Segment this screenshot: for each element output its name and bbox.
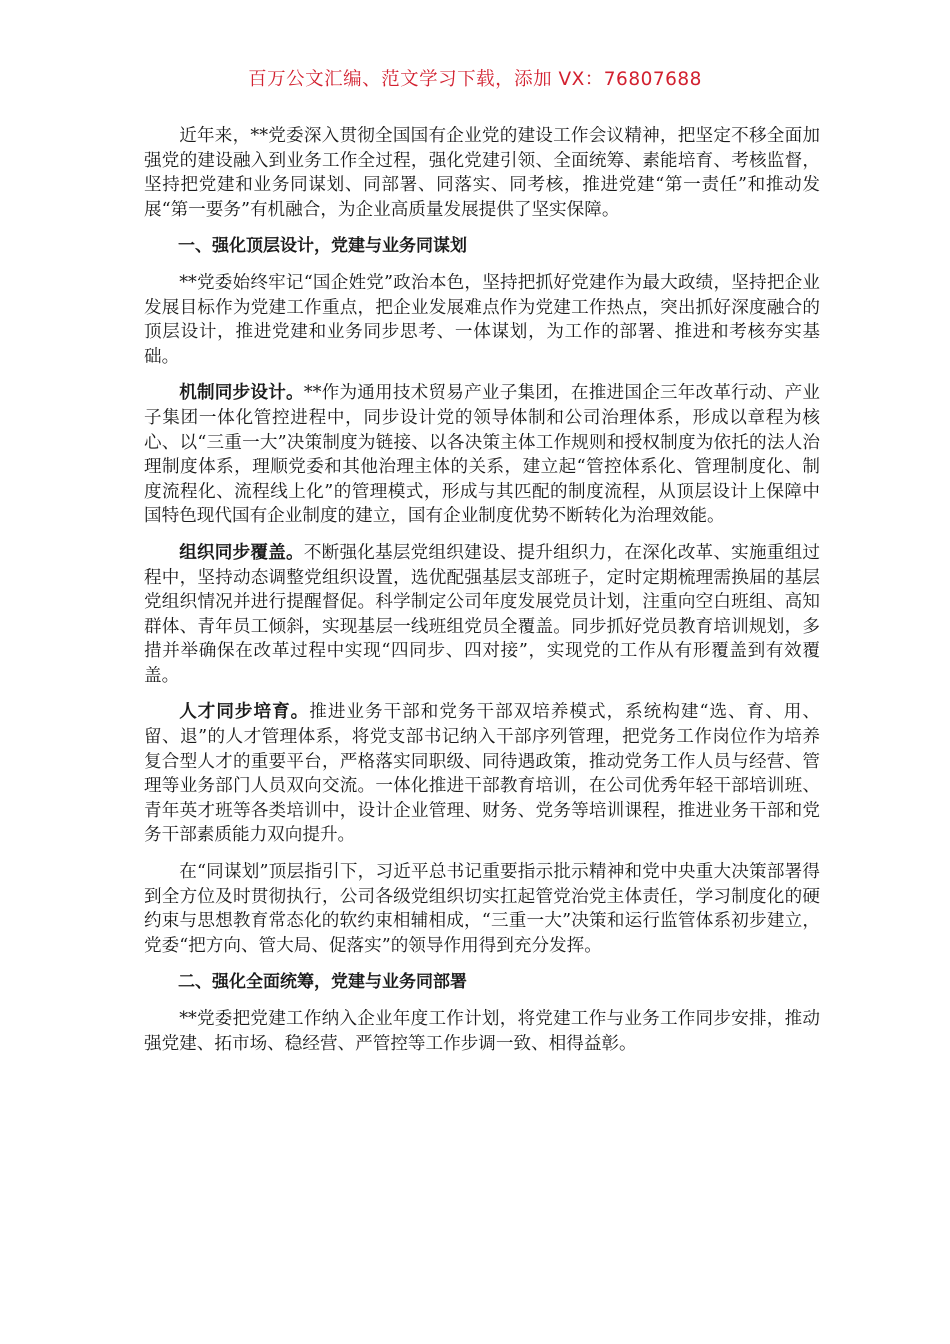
section-2-heading: 二、强化全面统筹，党建与业务同部署 bbox=[178, 972, 467, 993]
organization-lead: 组织同步覆盖。 bbox=[179, 542, 304, 563]
intro-paragraph: 近年来，**党委深入贯彻全国国有企业党的建设工作会议精神，把坚定不移全面加强党的建设融入到业务工作全过程，强化党建引领、全面统筹、素能培育、考核监督，坚持把党建和业务同谋划、同部署、同落实、同考核，推进党建“第一责任”和推动发展“第一要务”有机融合，为企业高质量发展提供了坚实保障。 bbox=[144, 126, 820, 220]
mechanism-paragraph bbox=[144, 381, 820, 529]
talent-body: 推进业务干部和党务干部双培养模式，系统构建“选、育、用、留、退”的人才管理体系，将党支部书记纳入干部序列管理，把党务工作岗位作为培养复合型人才的重要平台，严格落实同职级、同待遇政策，推动党务工作人员与经营、管理等业务部门人员双向交流。一体化推进干部教育培训，在公司优秀年轻干部培训班、青年英才班等各类培训中，设计企业管理、财务、党务等培训课程，推进业务干部和党务干部素质能力双向提升。 bbox=[144, 702, 820, 846]
mechanism-lead: 机制同步设计。 bbox=[179, 383, 304, 404]
talent-lead: 人才同步培育。 bbox=[179, 702, 310, 723]
document-body bbox=[144, 124, 820, 1056]
section-1-summary-paragraph: 在“同谋划”顶层指引下，习近平总书记重要指示批示精神和党中央重大决策部署得到全方位及时贯彻执行，公司各级党组织切实扛起管党治党主体责任，学习制度化的硬约束与思想教育常态化的软约束相辅相成，“三重一大”决策和运行监管体系初步建立，党委“把方向、管大局、促落实”的领导作用得到充分发挥。 bbox=[144, 862, 820, 956]
talent-paragraph bbox=[144, 700, 820, 848]
section-2-intro-paragraph: **党委把党建工作纳入企业年度工作计划，将党建工作与业务工作同步安排，推动强党建、拓市场、稳经营、严管控等工作步调一致、相得益彰。 bbox=[144, 1009, 820, 1054]
mechanism-body: **作为通用技术贸易产业子集团，在推进国企三年改革行动、产业子集团一体化管控进程中，同步设计党的领导体制和公司治理体系，形成以章程为核心、以“三重一大”决策制度为链接、以各决策主体工作规则和授权制度为依托的法人治理制度体系，理顺党委和其他治理主体的关系，建立起“管控体系化、管理制度化、制度流程化、流程线上化”的管理模式，形成与其匹配的制度流程，从顶层设计上保障中国特色现代国有企业制度的建立，国有企业制度优势不断转化为治理效能。 bbox=[144, 383, 820, 527]
organization-body: 不断强化基层党组织建设、提升组织力，在深化改革、实施重组过程中，坚持动态调整党组织设置，选优配强基层支部班子，定时定期梳理需换届的基层党组织情况并进行提醒督促。科学制定公司年度发展党员计划，注重向空白班组、高知群体、青年员工倾斜，实现基层一线班组党员全覆盖。同步抓好党员教育培训规划，多措并举确保在改革过程中实现“四同步、四对接”，实现党的工作从有形覆盖到有效覆盖。 bbox=[144, 542, 820, 686]
organization-paragraph bbox=[144, 541, 820, 689]
promo-banner: 百万公文汇编、范文学习下载，添加 VX：76807688 bbox=[248, 69, 702, 90]
section-1-intro-paragraph: **党委始终牢记“国企姓党”政治本色，坚持把抓好党建作为最大政绩，坚持把企业发展目标作为党建工作重点，把企业发展难点作为党建工作热点，突出抓好深度融合的顶层设计，推进党建和业务同步思考、一体谋划，为工作的部署、推进和考核夯实基础。 bbox=[144, 272, 820, 367]
section-1-heading: 一、强化顶层设计，党建与业务同谋划 bbox=[178, 236, 467, 257]
